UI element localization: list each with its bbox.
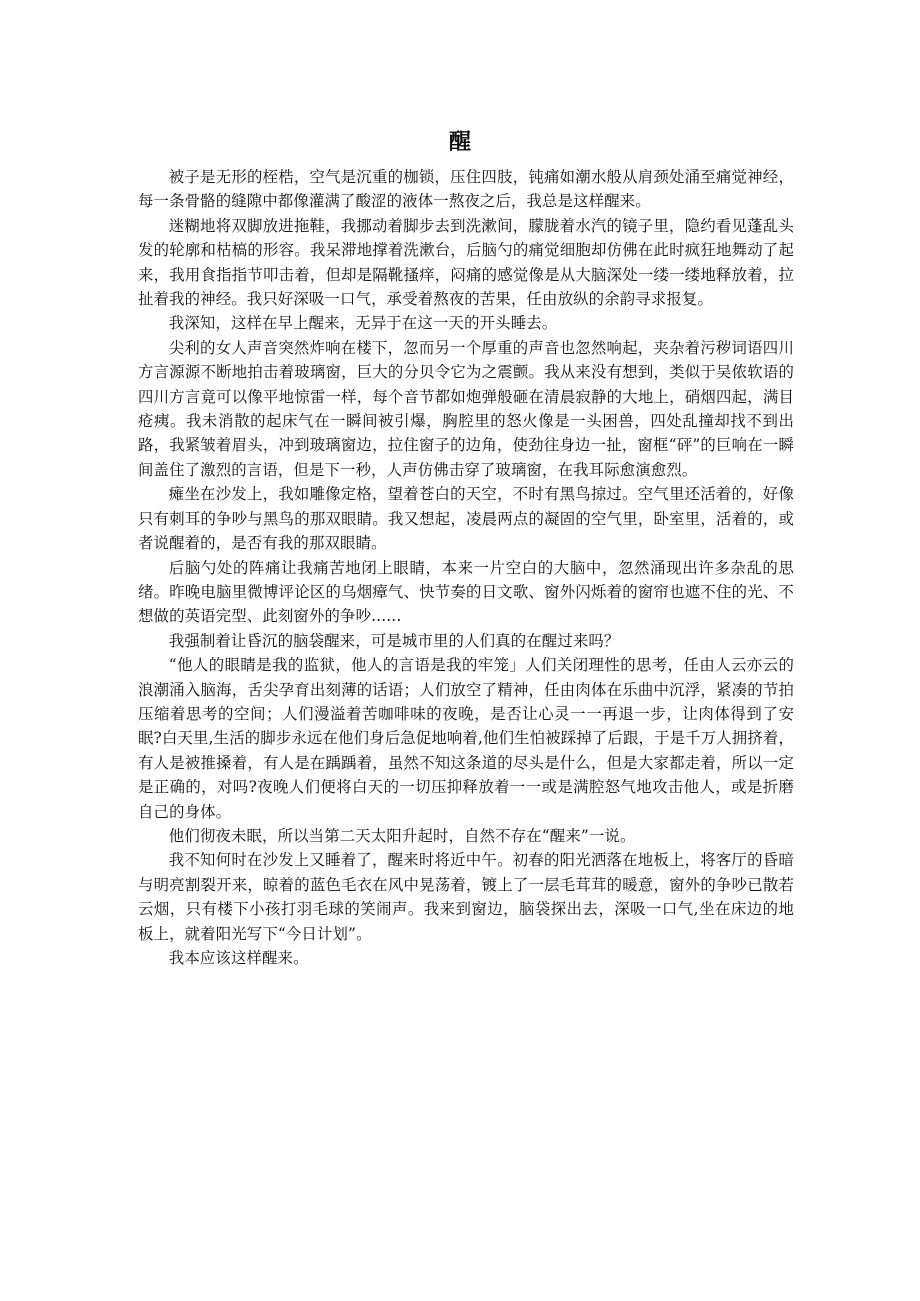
- paragraph: 后脑勺处的阵痛让我痛苦地闭上眼睛，本来一片空白的大脑中，忽然涌现出许多杂乱的思绪。昨晚电脑里微博评论区的乌烟瘴气、快节奏的日文歌、窗外闪烁着的窗帘也遮不住的光、不想做的英语完型、此刻窗外的争吵......: [138, 558, 794, 626]
- essay-body: [138, 165, 794, 970]
- paragraph: 尖利的女人声音突然炸响在楼下，忽而另一个厚重的声音也忽然响起，夹杂着污秽词语四川方言源源不断地拍击着玻璃窗，巨大的分贝令它为之震颤。我从来没有想到，类似于吴侬软语的四川方言竟可以像平地惊雷一样，每个音节都如炮弹般砸在清晨寂静的大地上，硝烟四起，满目疮痍。我未消散的起床气在一瞬间被引爆，胸腔里的怒火像是一头困兽，四处乱撞却找不到出路，我紧皱着眉头，冲到玻璃窗边，拉住窗子的边角，使劲往身边一扯，窗框“砰”的巨响在一瞬间盖住了激烈的言语，但是下一秒，人声仿佛击穿了玻璃窗，在我耳际愈演愈烈。: [138, 338, 794, 479]
- document-title: 醒: [448, 130, 471, 155]
- paragraph: 迷糊地将双脚放进拖鞋，我挪动着脚步去到洗漱间，朦胧着水汽的镜子里，隐约看见蓬乱头发的轮廓和枯槁的形容。我呆滞地撑着洗漱台，后脑勺的痛觉细胞却仿佛在此时疯狂地舞动了起来，我用食指指节叩击着，但却是隔靴搔痒，闷痛的感觉像是从大脑深处一缕一缕地释放着，拉扯着我的神经。我只好深吸一口气，承受着熬夜的苦果，任由放纵的余韵寻求报复。: [138, 216, 794, 309]
- paragraph: 我不知何时在沙发上又睡着了，醒来时将近中午。初春的阳光洒落在地板上，将客厅的昏暗与明亮割裂开来，晾着的蓝色毛衣在风中晃荡着，镀上了一层毛茸茸的暖意，窗外的争吵已散若云烟，只有楼下小孩打羽毛球的笑闹声。我来到窗边，脑袋探出去，深吸一口气,坐在床边的地板上，就着阳光写下“今日计划”。: [138, 851, 794, 943]
- paragraph: 我强制着让昏沉的脑袋醒来，可是城市里的人们真的在醒过来吗？: [168, 631, 620, 650]
- paragraph: 我深知，这样在早上醒来，无异于在这一天的开头睡去。: [168, 314, 558, 333]
- paragraph: 他们彻夜未眠，所以当第二天太阳升起时，自然不存在“醒来”一说。: [168, 826, 636, 845]
- paragraph: 被子是无形的桎梏，空气是沉重的枷锁，压住四肢，钝痛如潮水般从肩颈处涌至痛觉神经，每一条骨骼的缝隙中都像灌满了酸涩的液体一熬夜之后，我总是这样醒来。: [138, 168, 794, 211]
- paragraph: “他人的眼睛是我的监狱，他人的言语是我的牢笼」人们关闭理性的思考，任由人云亦云的浪潮涌入脑海，舌尖孕育出刻薄的话语；人们放空了精神，任由肉体在乐曲中沉浮，紧凑的节拍压缩着思考的空间；人们漫溢着苦咖啡味的夜晚，是否让心灵一一再退一步，让肉体得到了安眠?白天里,生活的脚步永远在他们身后急促地响着,他们生怕被踩掉了后跟，于是千万人拥挤着，有人是被推搡着，有人是在踽踽着，虽然不知这条道的尽头是什么，但是大家都走着，所以一定是正确的，对吗?夜晚人们便将白天的一切压抑释放着一一或是满腔怒气地攻击他人，或是折磨自己的身体。: [138, 656, 794, 821]
- paragraph: 瘫坐在沙发上，我如雕像定格，望着苍白的天空，不时有黑鸟掠过。空气里还活着的，好像只有刺耳的争吵与黑鸟的那双眼睛。我又想起，凌晨两点的凝固的空气里，卧室里，活着的，或者说醒着的，是否有我的那双眼睛。: [138, 485, 794, 553]
- paragraph: 我本应该这样醒来。: [168, 949, 309, 967]
